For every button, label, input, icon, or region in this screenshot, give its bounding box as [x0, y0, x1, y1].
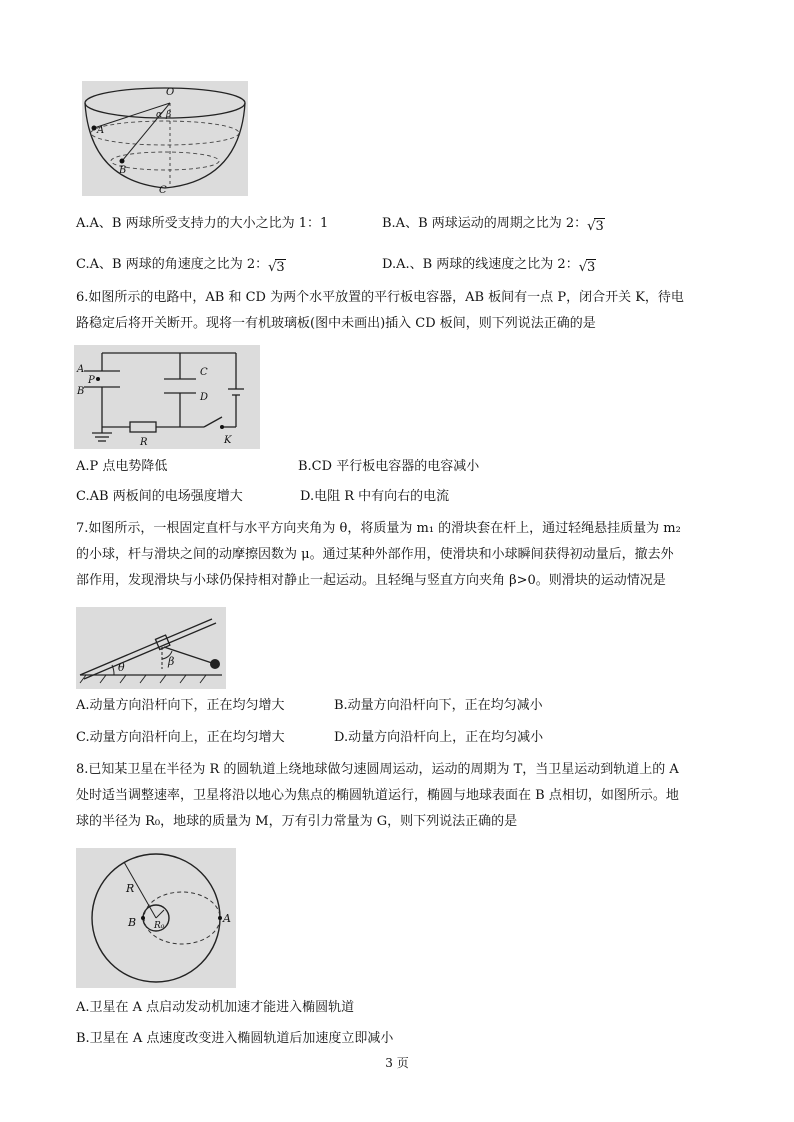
q7-stem [76, 516, 726, 594]
q6-option-d: D.电阻 R 中有向右的电流 [300, 489, 450, 504]
q5-option-b-text: B.A、B 两球运动的周期之比为 2： [382, 216, 588, 231]
q8-option-a: A.卫星在 A 点启动发动机加速才能进入椭圆轨道 [76, 1000, 355, 1015]
q5-label-b: B [119, 165, 127, 176]
q8-label-a: A [223, 912, 231, 925]
q6-option-a: A.P 点电势降低 [76, 459, 168, 474]
q8-orbit-figure [76, 848, 236, 988]
q5-label-alpha: α [156, 110, 163, 120]
q6-option-b: B.CD 平行板电容器的电容减小 [298, 459, 480, 474]
q7-option-d: D.动量方向沿杆向上，正在均匀减小 [334, 730, 544, 745]
q8-stem-line-1: 8.已知某卫星在半径为 R 的圆轨道上绕地球做匀速圆周运动，运动的周期为 T，当卫星运动到轨道上的 A [76, 762, 679, 777]
q8-stem-line-2: 处时适当调整速率，卫星将沿以地心为焦点的椭圆轨道运行，椭圆与地球表面在 B 点相切，如图所示。地 [76, 788, 679, 803]
q7-label-beta: β [168, 655, 175, 668]
q5-option-d-radical: 3 [587, 260, 596, 275]
q5-label-o: O [166, 87, 175, 98]
q5-option-b-sqrt: √3 [587, 219, 604, 234]
page-number: 3 页 [385, 1056, 409, 1070]
q5-option-b-radical: 3 [595, 219, 604, 234]
q6-stem [76, 285, 726, 337]
q5-label-c: C [159, 185, 167, 196]
q5-option-c-sqrt: √3 [268, 260, 285, 275]
q7-stem-line-3: 部作用，发现滑块与小球仍保持相对静止一起运动。且轻绳与竖直方向夹角 β>0。则滑块的运动情况是 [76, 573, 666, 588]
q7-option-a: A.动量方向沿杆向下，正在均匀增大 [76, 698, 285, 713]
q6-circuit-figure [74, 345, 260, 449]
q7-label-theta: θ [118, 661, 125, 674]
q6-option-c: C.AB 两板间的电场强度增大 [76, 489, 243, 504]
q7-stem-line-1: 7.如图所示，一根固定直杆与水平方向夹角为 θ，将质量为 m₁ 的滑块套在杆上，通过轻绳悬挂质量为 m₂ [76, 521, 681, 536]
q8-option-b: B.卫星在 A 点速度改变进入椭圆轨道后加速度立即减小 [76, 1031, 394, 1046]
q7-stem-line-2: 的小球，杆与滑块之间的动摩擦因数为 μ。通过某种外部作用，使滑块和小球瞬间获得初动量后，撤去外 [76, 547, 674, 562]
q8-label-b: B [128, 916, 137, 929]
q5-option-c-radical: 3 [276, 260, 285, 275]
q6-stem-line-1: 6.如图所示的电路中，AB 和 CD 为两个水平放置的平行板电容器，AB 板间有一点 P，闭合开关 K，待电 [76, 290, 684, 305]
q5-label-a: A [97, 125, 105, 136]
q5-option-c [76, 256, 286, 277]
q7-option-c: C.动量方向沿杆向上，正在均匀增大 [76, 730, 285, 745]
q6-label-p: P [88, 375, 95, 386]
q5-option-d-text: D.A.、B 两球的线速度之比为 2： [382, 257, 579, 272]
q5-option-c-text: C.A、B 两球的角速度之比为 2： [76, 257, 269, 272]
q6-label-d: D [200, 392, 209, 403]
q5-bowl-figure [82, 81, 248, 196]
q5-option-d [382, 256, 596, 277]
q6-label-b: B [77, 386, 85, 397]
q8-label-r: R [126, 882, 135, 895]
q8-stem [76, 757, 726, 835]
q6-label-a: A [77, 364, 85, 375]
q5-option-d-sqrt: √3 [578, 260, 596, 275]
q6-stem-line-2: 路稳定后将开关断开。现将一有机玻璃板(图中未画出)插入 CD 板间，则下列说法正确的是 [76, 316, 596, 331]
q5-label-beta: β [166, 110, 172, 120]
q6-label-r: R [140, 437, 148, 448]
q8-stem-line-3: 球的半径为 R₀，地球的质量为 M，万有引力常量为 G，则下列说法正确的是 [76, 814, 518, 829]
q7-incline-figure [76, 607, 226, 689]
q7-option-b: B.动量方向沿杆向下，正在均匀减小 [334, 698, 543, 713]
q6-label-k: K [224, 435, 232, 446]
q6-label-c: C [200, 367, 208, 378]
q5-option-b [382, 215, 605, 236]
q8-label-r0: R₀ [154, 921, 165, 931]
q5-option-a: A.A、B 两球所受支持力的大小之比为 1：1 [76, 216, 329, 231]
